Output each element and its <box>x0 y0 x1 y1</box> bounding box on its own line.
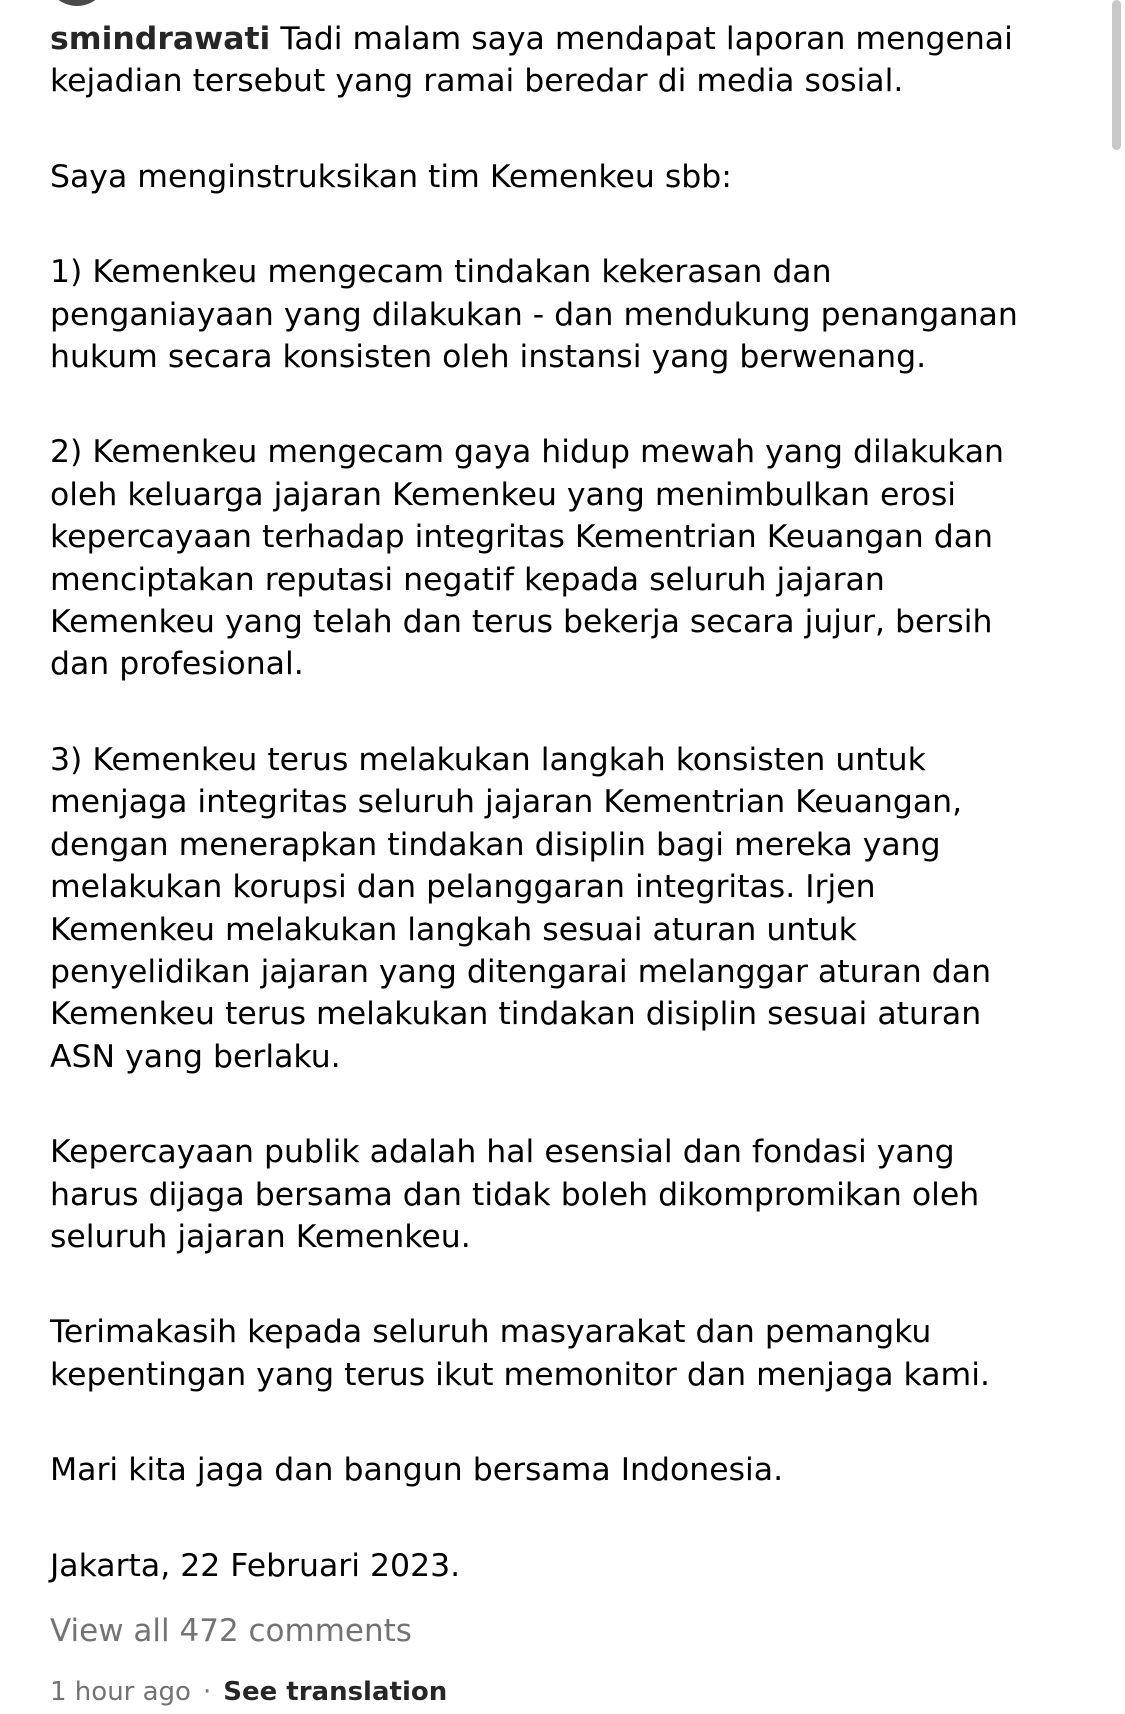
caption-line: harus dijaga bersama dan tidak boleh dikompromikan oleh <box>50 1176 980 1213</box>
separator-dot: · <box>202 1677 212 1707</box>
post-meta <box>50 1677 447 1707</box>
caption-line: menciptakan reputasi negatif kepada seluruh jajaran <box>50 561 885 598</box>
caption-line: Kemenkeu melakukan langkah sesuai aturan untuk <box>50 911 857 948</box>
caption-line: dan profesional. <box>50 646 304 683</box>
caption-line: 2) Kemenkeu mengecam gaya hidup mewah yang dilakukan <box>50 434 1004 471</box>
caption-line: penyelidikan jajaran yang ditengarai melanggar aturan dan <box>50 953 992 990</box>
caption-line: Mari kita jaga dan bangun bersama Indonesia. <box>50 1452 784 1489</box>
caption-line <box>50 18 1018 60</box>
view-all-comments-link[interactable]: View all 472 comments <box>50 1613 412 1649</box>
caption-line: Terimakasih kepada seluruh masyarakat dan pemangku <box>50 1314 932 1351</box>
caption-line: oleh keluarga jajaran Kemenkeu yang menimbulkan erosi <box>50 476 957 513</box>
caption-line: penganiayaan yang dilakukan - dan mendukung penanganan <box>50 296 1018 333</box>
caption-paragraph <box>50 156 1018 198</box>
caption-line: hukum secara konsisten oleh instansi yang berwenang. <box>50 339 927 376</box>
caption-line: menjaga integritas seluruh jajaran Kementrian Keuangan, <box>50 784 963 821</box>
caption-paragraph <box>50 1545 1018 1587</box>
caption-line: dengan menerapkan tindakan disiplin bagi mereka yang <box>50 826 941 863</box>
caption-text: Tadi malam saya mendapat laporan mengenai <box>280 21 1013 57</box>
caption-paragraph <box>50 18 1018 103</box>
username-link[interactable]: smindrawati <box>50 21 271 57</box>
caption-line: ASN yang berlaku. <box>50 1038 341 1075</box>
caption-line: seluruh jajaran Kemenkeu. <box>50 1218 471 1255</box>
caption-line: Jakarta, 22 Februari 2023. <box>50 1547 461 1584</box>
timestamp: 1 hour ago <box>50 1677 191 1707</box>
caption-line: Saya menginstruksikan tim Kemenkeu sbb: <box>50 158 732 195</box>
caption-paragraph <box>50 431 1018 685</box>
post-caption <box>50 18 1018 1640</box>
caption-line: kejadian tersebut yang ramai beredar di media sosial. <box>50 63 904 100</box>
caption-line: melakukan korupsi dan pelanggaran integritas. Irjen <box>50 869 876 906</box>
caption-paragraph <box>50 1449 1018 1491</box>
caption-paragraph <box>50 1311 1018 1396</box>
caption-line: Kepercayaan publik adalah hal esensial dan fondasi yang <box>50 1134 955 1171</box>
caption-line: Kemenkeu terus melakukan tindakan disiplin sesuai aturan <box>50 996 982 1033</box>
see-translation-link[interactable]: See translation <box>223 1677 448 1707</box>
caption-line: 3) Kemenkeu terus melakukan langkah konsisten untuk <box>50 741 926 778</box>
caption-line: kepercayaan terhadap integritas Kementrian Keuangan dan <box>50 519 993 556</box>
caption-line: 1) Kemenkeu mengecam tindakan kekerasan dan <box>50 254 832 291</box>
caption-line: kepentingan yang terus ikut memonitor dan menjaga kami. <box>50 1356 990 1393</box>
caption-paragraph <box>50 739 1018 1078</box>
caption-paragraph <box>50 251 1018 378</box>
avatar[interactable] <box>46 0 108 6</box>
caption-line: Kemenkeu yang telah dan terus bekerja secara jujur, bersih <box>50 604 993 641</box>
scrollbar[interactable] <box>1112 0 1121 150</box>
caption-paragraph <box>50 1131 1018 1258</box>
